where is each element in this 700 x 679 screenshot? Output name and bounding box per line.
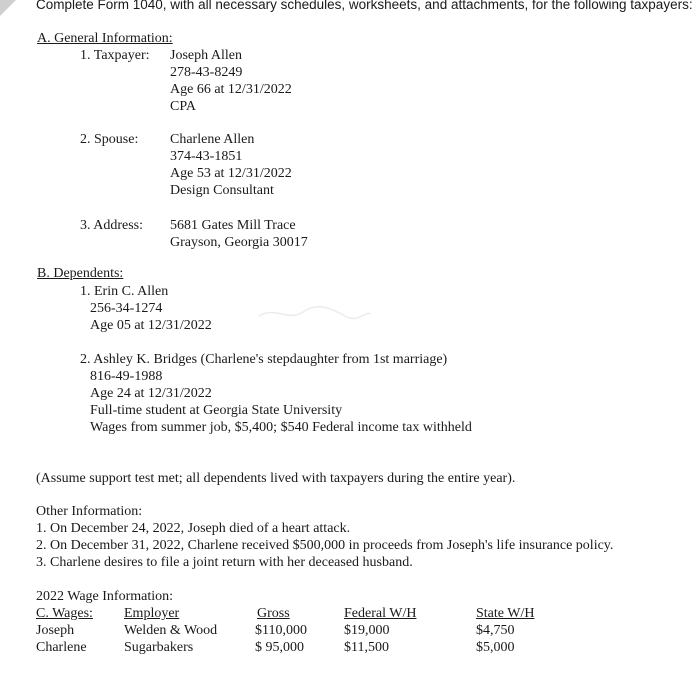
wages-col-gross: Gross <box>257 606 290 621</box>
wages-row-joseph-gross: $110,000 <box>255 623 307 638</box>
wages-row-charlene-state: $5,000 <box>476 640 515 655</box>
spouse-age: Age 53 at 12/31/2022 <box>170 166 292 181</box>
dependent-ashley-ssn: 816-49-1988 <box>90 369 163 384</box>
wages-row-joseph-employer: Welden & Wood <box>124 623 218 638</box>
general-heading: A. General Information: <box>37 31 173 46</box>
wages-heading: 2022 Wage Information: <box>36 589 174 604</box>
wages-col-state: State W/H <box>476 606 535 621</box>
dependent-ashley-wages: Wages from summer job, $5,400; $540 Federal income tax withheld <box>90 420 472 435</box>
dependent-erin-name: 1. Erin C. Allen <box>80 284 169 299</box>
wages-col-employer: Employer <box>124 606 180 621</box>
taxpayer-occupation: CPA <box>170 99 196 114</box>
dependent-ashley-age: Age 24 at 12/31/2022 <box>90 386 212 401</box>
wages-row-charlene-federal: $11,500 <box>344 640 389 655</box>
wages-row-joseph-name: Joseph <box>36 623 75 638</box>
taxpayer-age: Age 66 at 12/31/2022 <box>170 82 292 97</box>
support-note: (Assume support test met; all dependents lived with taxpayers during the entire year). <box>36 471 516 486</box>
wages-row-charlene-name: Charlene <box>36 640 87 655</box>
wages-row-charlene-employer: Sugarbakers <box>124 640 194 655</box>
other-item-3: 3. Charlene desires to file a joint return with her deceased husband. <box>36 555 413 570</box>
faint-bleedthrough-mark <box>255 302 375 324</box>
wages-row-joseph-state: $4,750 <box>476 623 515 638</box>
taxpayer-label: 1. Taxpayer: <box>80 48 150 63</box>
spouse-ssn: 374-43-1851 <box>170 149 243 164</box>
page-curl-corner <box>0 0 16 16</box>
wages-col-label: C. Wages: <box>36 606 93 621</box>
wages-row-joseph-federal: $19,000 <box>344 623 390 638</box>
other-item-2: 2. On December 31, 2022, Charlene received $500,000 in proceeds from Joseph's life insurance policy. <box>36 538 614 553</box>
address-label: 3. Address: <box>80 218 143 233</box>
address-line1: 5681 Gates Mill Trace <box>170 218 296 233</box>
other-item-1: 1. On December 24, 2022, Joseph died of a heart attack. <box>36 521 351 536</box>
spouse-label: 2. Spouse: <box>80 132 139 147</box>
spouse-name: Charlene Allen <box>170 132 255 147</box>
dependent-erin-ssn: 256-34-1274 <box>90 301 163 316</box>
wages-col-federal: Federal W/H <box>344 606 417 621</box>
taxpayer-ssn: 278-43-8249 <box>170 65 243 80</box>
dependents-heading: B. Dependents: <box>37 266 124 281</box>
dependent-ashley-school: Full-time student at Georgia State University <box>90 403 343 418</box>
other-heading: Other Information: <box>36 504 143 519</box>
intro-text: Complete Form 1040, with all necessary schedules, worksheets, and attachments, for the following taxpayers: <box>36 0 693 12</box>
address-line2: Grayson, Georgia 30017 <box>170 235 308 250</box>
dependent-ashley-name: 2. Ashley K. Bridges (Charlene's stepdaughter from 1st marriage) <box>80 352 448 367</box>
spouse-occupation: Design Consultant <box>170 183 274 198</box>
dependent-erin-age: Age 05 at 12/31/2022 <box>90 318 212 333</box>
taxpayer-name: Joseph Allen <box>170 48 242 63</box>
wages-row-charlene-gross: $ 95,000 <box>255 640 304 655</box>
